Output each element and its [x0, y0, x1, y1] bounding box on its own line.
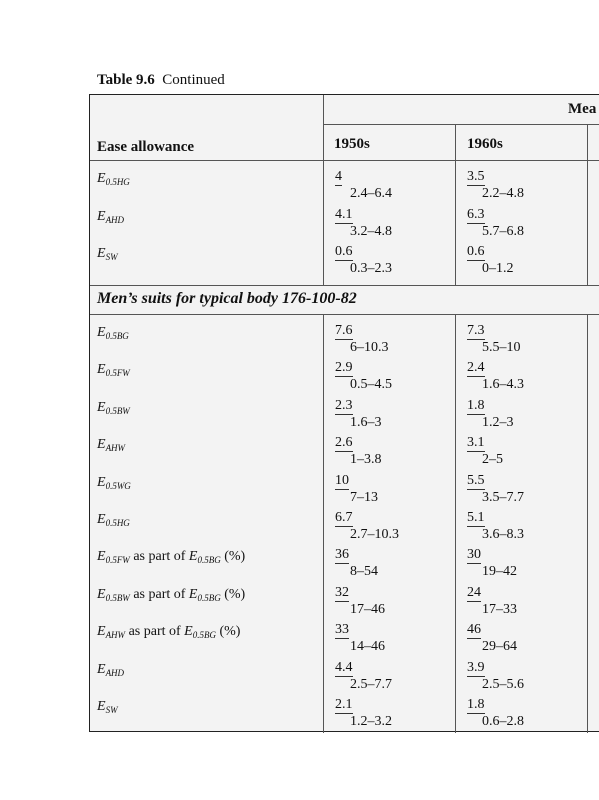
cell-1950s — [335, 323, 389, 355]
symbol: E — [97, 437, 106, 453]
symbol-subscript: AHW — [105, 443, 126, 454]
range-value: 1.6–4.3 — [482, 377, 524, 393]
mean-value: 33 — [335, 622, 349, 638]
range-value: 1.6–3 — [350, 414, 382, 430]
mean-value: 6.7 — [335, 510, 353, 525]
range-value: 0–1.2 — [482, 261, 514, 276]
mean-value: 2.1 — [335, 697, 353, 712]
range-value: 5.5–10 — [482, 340, 521, 355]
cell-1960s — [467, 660, 524, 692]
range-value: 2.5–7.7 — [350, 676, 392, 692]
section-title: Men’s suits for typical body 176-100-82 — [97, 290, 357, 307]
cell-1950s — [335, 169, 392, 201]
column-header-1960s: 1960s — [467, 136, 503, 152]
range-value: 2–5 — [482, 452, 503, 468]
symbol: E — [97, 586, 106, 602]
cell-1950s — [335, 244, 392, 276]
range-value: 0.5–4.5 — [350, 377, 392, 393]
cell-1950s — [335, 207, 392, 239]
row-label-unit: (%) — [220, 549, 246, 565]
symbol: E — [97, 246, 106, 261]
row-label-text: as part of — [125, 624, 185, 640]
cell-1960s — [467, 244, 514, 276]
mean-value: 0.6 — [335, 244, 353, 259]
row-label — [97, 512, 130, 528]
row-label — [97, 325, 129, 341]
symbol: E — [97, 362, 106, 378]
mean-value: 24 — [467, 584, 481, 600]
row-label — [97, 171, 130, 187]
symbol-subscript: 0.5FW — [105, 368, 130, 379]
cell-1960s — [467, 360, 524, 392]
mean-value: 2.4 — [467, 360, 485, 376]
range-value: 3.5–7.7 — [482, 489, 524, 505]
row-label — [97, 246, 118, 262]
symbol-subscript: 0.5BG — [105, 331, 129, 341]
mean-value: 3.5 — [467, 169, 485, 184]
symbol-subscript: 0.5HG — [105, 518, 130, 528]
symbol-subscript: 0.5BG — [197, 555, 221, 566]
mean-value: 46 — [467, 622, 481, 638]
symbol-subscript: 0.5FW — [105, 555, 130, 566]
cell-1960s — [467, 435, 503, 467]
column-divider — [587, 124, 588, 285]
column-divider — [323, 314, 324, 733]
mean-value: 2.3 — [335, 397, 353, 413]
symbol: E — [97, 325, 106, 340]
cell-1960s — [467, 622, 517, 654]
cell-1960s — [467, 585, 517, 617]
mean-value: 3.9 — [467, 659, 485, 675]
cell-1950s — [335, 360, 392, 392]
section-top-rule — [90, 285, 599, 286]
cell-1960s — [467, 510, 524, 542]
mean-value: 1.8 — [467, 697, 485, 712]
row-label — [97, 209, 124, 225]
section-bottom-rule — [90, 314, 599, 315]
range-value: 14–46 — [350, 639, 385, 655]
range-value: 2.7–10.3 — [350, 527, 399, 542]
range-value: 17–33 — [482, 601, 517, 617]
symbol: E — [97, 171, 106, 186]
mean-value: 30 — [467, 547, 481, 563]
cell-1960s — [467, 473, 524, 505]
symbol-subscript: 0.5BG — [192, 630, 216, 641]
row-label — [97, 400, 130, 416]
range-value: 2.5–5.6 — [482, 676, 524, 692]
mean-value: 6.3 — [467, 206, 485, 222]
symbol: E — [97, 512, 106, 527]
row-label — [97, 662, 124, 678]
cell-1950s — [335, 473, 378, 505]
mean-value: 0.6 — [467, 244, 485, 259]
row-label-unit: (%) — [220, 586, 246, 602]
cell-1950s — [335, 697, 392, 729]
symbol-subscript: AHD — [105, 214, 125, 225]
row-label — [97, 362, 130, 378]
mean-value: 4.1 — [335, 206, 353, 222]
mean-value: 4.4 — [335, 659, 353, 675]
row-label — [97, 475, 131, 491]
symbol-subscript: SW — [105, 705, 118, 715]
header-bottom-rule — [90, 160, 599, 161]
range-value: 8–54 — [350, 564, 378, 580]
row-label — [97, 699, 118, 715]
row-label-header: Ease allowance — [97, 139, 195, 155]
cell-1960s — [467, 697, 524, 729]
symbol: E — [97, 399, 106, 415]
symbol: E — [97, 661, 106, 677]
cell-1950s — [335, 547, 378, 579]
mean-value: 2.9 — [335, 360, 353, 376]
mean-value: 7.3 — [467, 323, 485, 338]
range-value: 2.4–6.4 — [350, 186, 392, 201]
column-header-1950s: 1950s — [334, 136, 370, 152]
row-label — [97, 587, 245, 603]
symbol: E — [188, 586, 198, 602]
symbol: E — [188, 549, 198, 565]
mean-value: 10 — [335, 472, 349, 488]
cell-1950s — [335, 585, 385, 617]
range-value: 3.2–4.8 — [350, 223, 392, 239]
symbol-subscript: AHW — [105, 630, 126, 641]
mean-value: 5.5 — [467, 472, 485, 488]
symbol: E — [97, 549, 106, 565]
cell-1950s — [335, 398, 382, 430]
column-divider — [455, 124, 456, 285]
symbol-subscript: 0.5HG — [105, 177, 130, 187]
mean-value: 2.6 — [335, 435, 353, 451]
range-value: 1–3.8 — [350, 452, 382, 468]
mean-value: 3.1 — [467, 435, 485, 451]
row-label — [97, 624, 240, 640]
cell-1960s — [467, 547, 517, 579]
cell-1950s — [335, 622, 385, 654]
symbol: E — [97, 474, 106, 490]
symbol: E — [184, 624, 193, 640]
cell-1960s — [467, 323, 521, 355]
header-rule — [323, 124, 599, 125]
symbol-subscript: AHD — [105, 667, 125, 678]
table-title: Continued — [162, 72, 225, 88]
table-caption — [97, 72, 225, 89]
symbol-subscript: 0.5WG — [105, 480, 131, 491]
range-value: 29–64 — [482, 639, 517, 655]
symbol-subscript: 0.5BG — [197, 592, 221, 603]
column-divider — [455, 314, 456, 733]
range-value: 3.6–8.3 — [482, 527, 524, 542]
cell-1960s — [467, 169, 524, 201]
group-header: Mea — [568, 101, 597, 117]
cell-1950s — [335, 435, 382, 467]
symbol-subscript: SW — [105, 252, 118, 262]
table — [89, 94, 599, 732]
cell-1950s — [335, 660, 392, 692]
row-label-text: as part of — [129, 586, 189, 602]
row-label-text: as part of — [129, 549, 189, 565]
range-value: 0.6–2.8 — [482, 714, 524, 729]
mean-value: 5.1 — [467, 510, 485, 525]
range-value: 1.2–3 — [482, 414, 514, 430]
range-value: 2.2–4.8 — [482, 186, 524, 201]
symbol: E — [97, 208, 106, 224]
mean-value: 32 — [335, 584, 349, 600]
mean-value: 7.6 — [335, 323, 353, 338]
cell-1960s — [467, 398, 514, 430]
cell-1950s — [335, 510, 399, 542]
mean-value: 1.8 — [467, 397, 485, 413]
range-value: 0.3–2.3 — [350, 261, 392, 276]
symbol: E — [97, 699, 106, 714]
range-value: 5.7–6.8 — [482, 223, 524, 239]
range-value: 6–10.3 — [350, 340, 389, 355]
range-value: 7–13 — [350, 489, 378, 505]
row-label — [97, 549, 245, 565]
cell-1960s — [467, 207, 524, 239]
range-value: 17–46 — [350, 601, 385, 617]
symbol-subscript: 0.5BW — [105, 405, 130, 416]
table-number: Table 9.6 — [97, 72, 155, 88]
mean-value: 4 — [335, 169, 342, 184]
row-label-unit: (%) — [215, 624, 241, 640]
range-value: 1.2–3.2 — [350, 714, 392, 729]
row-label — [97, 437, 125, 453]
column-divider — [587, 314, 588, 733]
symbol-subscript: 0.5BW — [105, 592, 130, 603]
range-value: 19–42 — [482, 564, 517, 580]
symbol: E — [97, 624, 106, 640]
mean-value: 36 — [335, 547, 349, 563]
